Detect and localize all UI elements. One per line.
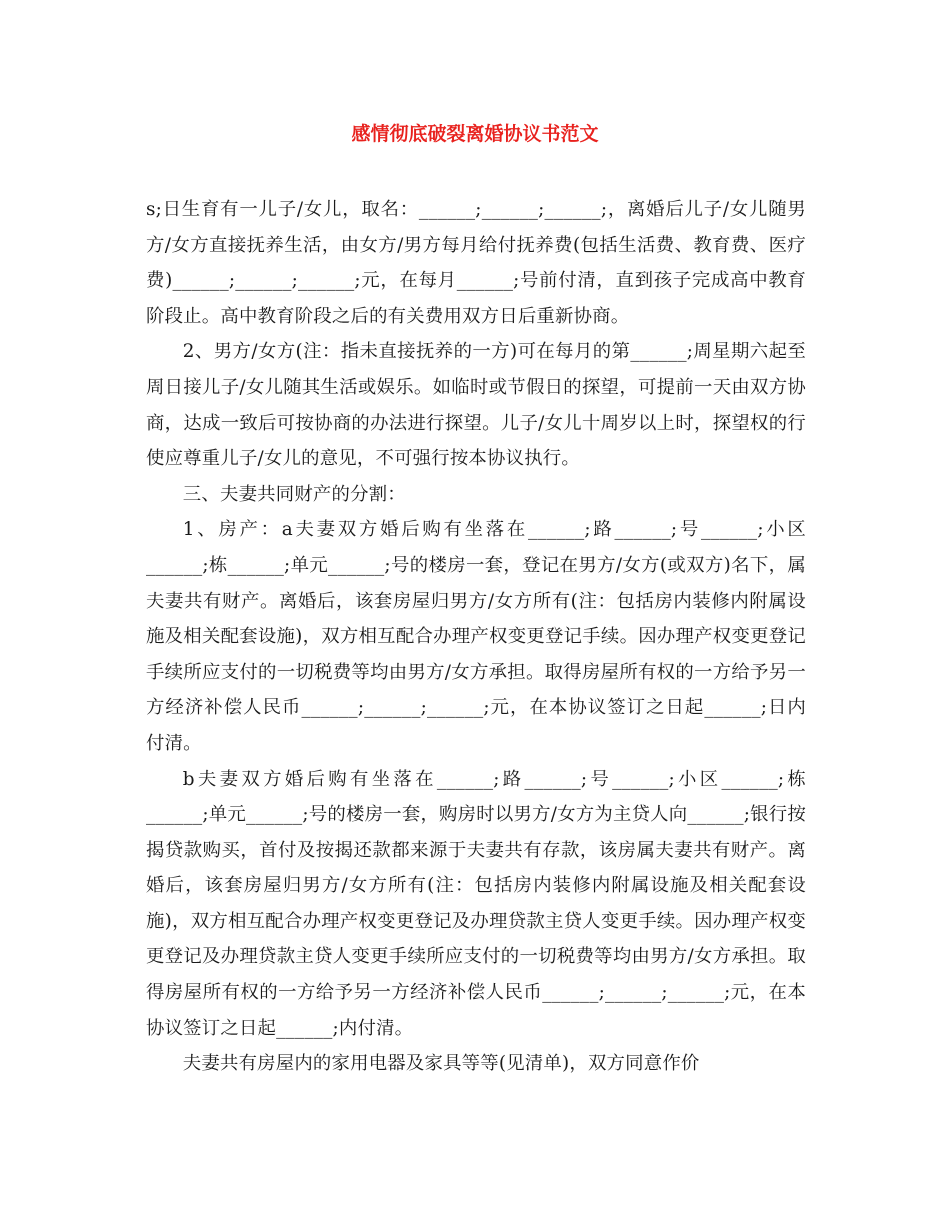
document-body bbox=[146, 192, 806, 1082]
paragraph-household-items: 夫妻共有房屋内的家用电器及家具等等(见清单)，双方同意作价 bbox=[182, 1053, 700, 1075]
document-title: 感情彻底破裂离婚协议书范文 bbox=[351, 123, 599, 145]
paragraph-real-estate-b: b夫妻双方婚后购有坐落在______;路______;号______;小区______;栋______;单元______;号的楼房一套，购房时以男方/女方为主贷人向______;银行按揭贷款购买，首付及按揭还款都来源于夫妻共有存款，该房属夫妻共有财产。离婚后，该套房屋归男方/女方所有(注：包括房内装修内附属设施及相关配套设施)，双方相互配合办理产权变更登记及办理贷款主贷人变更手续。因办理产权变更登记及办理贷款主贷人变更手续所应支付的一切税费等均由男方/女方承担。取得房屋所有权的一方给予另一方经济补偿人民币______;______;______;元，在本协议签订之日起______;内付清。 bbox=[146, 768, 806, 1039]
section-heading-property-division: 三、夫妻共同财产的分割： bbox=[182, 483, 406, 505]
paragraph-visitation: 2、男方/女方(注：指未直接抚养的一方)可在每月的第______;周星期六起至周日接儿子/女儿随其生活或娱乐。如临时或节假日的探望，可提前一天由双方协商，达成一致后可按协商的办法进行探望。儿子/女儿十周岁以上时，探望权的行使应尊重儿子/女儿的意见，不可强行按本协议执行。 bbox=[146, 341, 806, 470]
paragraph-child-custody: s;日生育有一儿子/女儿，取名：______;______;______;，离婚后儿子/女儿随男方/女方直接抚养生活，由女方/男方每月给付抚养费(包括生活费、教育费、医疗费)______;______;______;元，在每月______;号前付清，直到孩子完成高中教育阶段止。高中教育阶段之后的有关费用双方日后重新协商。 bbox=[146, 199, 806, 327]
paragraph-real-estate-a: 1、房产：a夫妻双方婚后购有坐落在______;路______;号______;小区______;栋______;单元______;号的楼房一套，登记在男方/女方(或双方)名下，属夫妻共有财产。离婚后，该套房屋归男方/女方所有(注：包括房内装修内附属设施及相关配套设施)，双方相互配合办理产权变更登记手续。因办理产权变更登记手续所应支付的一切税费等均由男方/女方承担。取得房屋所有权的一方给予另一方经济补偿人民币______;______;______;元，在本协议签订之日起______;日内付清。 bbox=[146, 519, 806, 754]
